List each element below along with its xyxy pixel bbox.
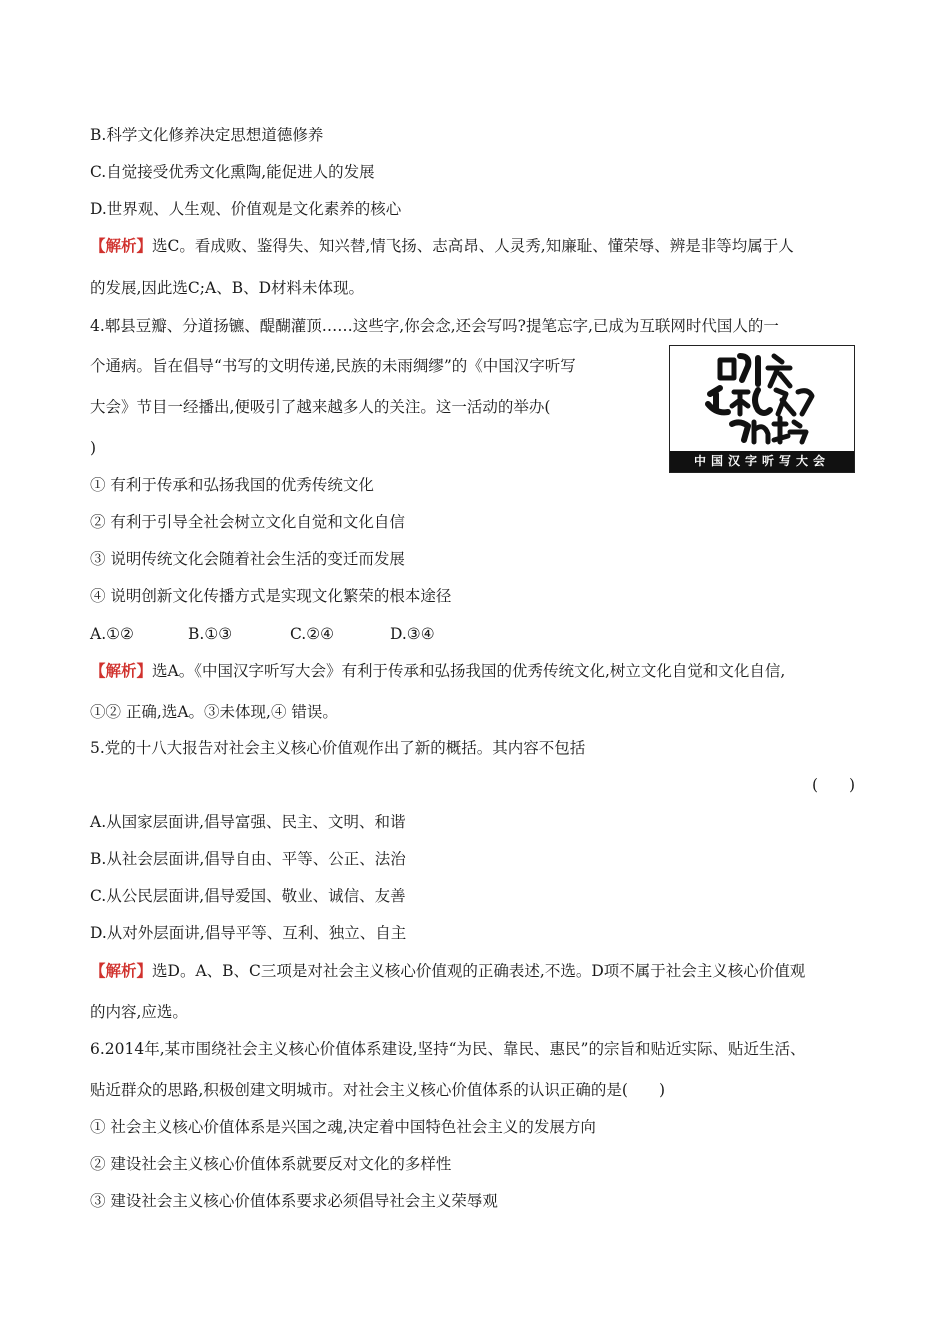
q5-option-b: B.从社会层面讲,倡导自由、平等、公正、法治 bbox=[90, 850, 406, 868]
q4-option-c: C.②④ bbox=[290, 625, 335, 643]
q6-item-2: ② 建设社会主义核心价值体系就要反对文化的多样性 bbox=[90, 1155, 452, 1173]
q4-stem-line-3: 大会》节目一经播出,便吸引了越来越多人的关注。这一活动的举办( bbox=[90, 398, 551, 416]
q3-option-b: B.科学文化修养决定思想道德修养 bbox=[90, 126, 324, 144]
q3-analysis-line-1 bbox=[90, 236, 794, 256]
q5-option-c: C.从公民层面讲,倡导爱国、敬业、诚信、友善 bbox=[90, 887, 406, 905]
q4-item-3: ③ 说明传统文化会随着社会生活的变迁而发展 bbox=[90, 550, 405, 568]
q5-answer-paren: ( ) bbox=[812, 776, 856, 794]
q5-stem: 5.党的十八大报告对社会主义核心价值观作出了新的概括。其内容不包括 bbox=[90, 739, 586, 757]
q5-option-a: A.从国家层面讲,倡导富强、民主、文明、和谐 bbox=[90, 813, 406, 831]
calligraphy-logo-icon bbox=[670, 346, 854, 451]
analysis-text: 选C。看成败、鉴得失、知兴替,情飞扬、志高昂、人灵秀,知廉耻、懂荣辱、辨是非等均属于人 bbox=[152, 237, 794, 255]
logo-caption: 中国汉字听写大会 bbox=[670, 451, 854, 472]
q4-item-4: ④ 说明创新文化传播方式是实现文化繁荣的根本途径 bbox=[90, 587, 452, 605]
q3-option-c: C.自觉接受优秀文化熏陶,能促进人的发展 bbox=[90, 163, 375, 181]
q4-analysis-line-1 bbox=[90, 661, 785, 681]
q6-stem-line-2: 贴近群众的思路,积极创建文明城市。对社会主义核心价值体系的认识正确的是( ) bbox=[90, 1081, 666, 1099]
q4-option-b: B.①③ bbox=[188, 625, 233, 643]
q6-item-3: ③ 建设社会主义核心价值体系要求必须倡导社会主义荣辱观 bbox=[90, 1192, 498, 1210]
q4-analysis-line-2: ①② 正确,选A。③未体现,④ 错误。 bbox=[90, 703, 338, 721]
q4-stem-line-4: ) bbox=[90, 439, 97, 457]
q5-analysis-line-1 bbox=[90, 961, 805, 981]
analysis-text: 选A。《中国汉字听写大会》有利于传承和弘扬我国的优秀传统文化,树立文化自觉和文化自信, bbox=[152, 662, 786, 680]
q4-item-2: ② 有利于引导全社会树立文化自觉和文化自信 bbox=[90, 513, 405, 531]
hanzi-dictation-logo bbox=[669, 345, 855, 473]
q6-stem-line-1: 6.2014年,某市围绕社会主义核心价值体系建设,坚持“为民、靠民、惠民”的宗旨和贴近实际、贴近生活、 bbox=[90, 1040, 806, 1058]
q3-option-d: D.世界观、人生观、价值观是文化素养的核心 bbox=[90, 200, 402, 218]
q4-stem-line-1: 4.郫县豆瓣、分道扬镳、醍醐灌顶……这些字,你会念,还会写吗?提笔忘字,已成为互联网时代国人的一 bbox=[90, 317, 779, 335]
q3-analysis-line-2: 的发展,因此选C;A、B、D材料未体现。 bbox=[90, 279, 365, 297]
q4-options bbox=[90, 624, 435, 644]
q4-option-d: D.③④ bbox=[390, 625, 435, 643]
q4-option-a: A.①② bbox=[90, 625, 134, 643]
analysis-text: 选D。A、B、C三项是对社会主义核心价值观的正确表述,不选。D项不属于社会主义核心价值观 bbox=[152, 962, 806, 980]
q4-item-1: ① 有利于传承和弘扬我国的优秀传统文化 bbox=[90, 476, 374, 494]
analysis-tag: 【解析】 bbox=[90, 236, 153, 255]
q4-stem-line-2: 个通病。旨在倡导“书写的文明传递,民族的未雨绸缪”的《中国汉字听写 bbox=[90, 357, 576, 375]
q5-analysis-line-2: 的内容,应选。 bbox=[90, 1003, 188, 1021]
q6-item-1: ① 社会主义核心价值体系是兴国之魂,决定着中国特色社会主义的发展方向 bbox=[90, 1118, 596, 1136]
analysis-tag: 【解析】 bbox=[90, 661, 153, 680]
analysis-tag: 【解析】 bbox=[90, 961, 153, 980]
q5-option-d: D.从对外层面讲,倡导平等、互利、独立、自主 bbox=[90, 924, 407, 942]
